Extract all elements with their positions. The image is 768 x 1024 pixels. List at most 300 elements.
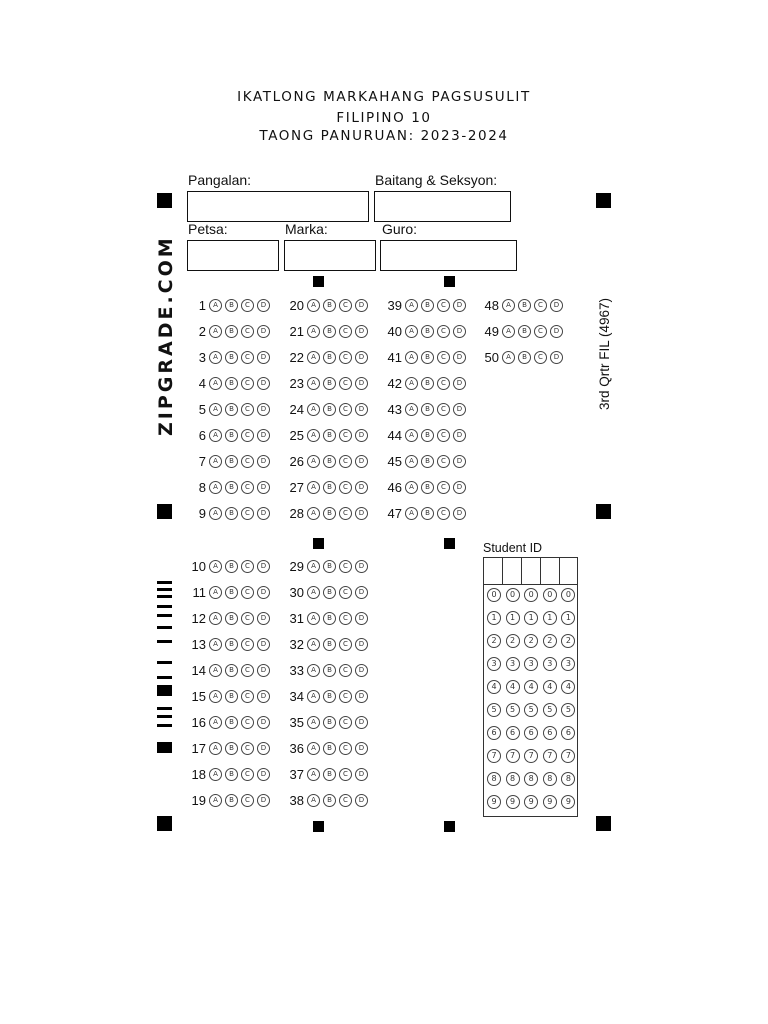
student-id-bubble[interactable]: 7 <box>524 749 538 763</box>
answer-bubble-c[interactable]: C <box>241 794 254 807</box>
registration-mark <box>596 504 611 519</box>
question-row <box>384 347 469 367</box>
grade-section-label: Baitang & Seksyon: <box>375 172 498 188</box>
answer-bubble-b[interactable]: B <box>323 690 336 703</box>
student-id-bubble[interactable]: 4 <box>506 680 520 694</box>
question-row <box>188 451 273 471</box>
answer-bubble-a[interactable]: A <box>307 716 320 729</box>
answer-bubble-c[interactable]: C <box>339 299 352 312</box>
student-id-bubble[interactable]: 0 <box>524 588 538 602</box>
date-field[interactable] <box>187 240 279 271</box>
answer-bubble-d[interactable]: D <box>550 325 563 338</box>
subject-title: FILIPINO 10 <box>336 110 432 126</box>
answer-bubble-c[interactable]: C <box>241 638 254 651</box>
answer-bubble-c[interactable]: C <box>241 507 254 520</box>
student-id-bubble[interactable]: 2 <box>561 634 575 648</box>
answer-bubble-a[interactable]: A <box>209 664 222 677</box>
student-id-bubble[interactable]: 3 <box>506 657 520 671</box>
student-id-bubble[interactable]: 0 <box>561 588 575 602</box>
answer-bubble-d[interactable]: D <box>257 794 270 807</box>
student-id-bubble[interactable]: 7 <box>487 749 501 763</box>
answer-bubble-c[interactable]: C <box>437 507 450 520</box>
answer-bubble-b[interactable]: B <box>421 403 434 416</box>
student-id-bubble[interactable]: 0 <box>506 588 520 602</box>
answer-bubble-d[interactable]: D <box>453 481 466 494</box>
answer-bubble-b[interactable]: B <box>518 351 531 364</box>
answer-bubble-b[interactable]: B <box>421 455 434 468</box>
question-number: 31 <box>289 610 304 626</box>
timing-bar <box>157 676 172 679</box>
question-number: 12 <box>191 610 206 626</box>
answer-bubble-a[interactable]: A <box>209 612 222 625</box>
answer-bubble-d[interactable]: D <box>453 325 466 338</box>
answer-bubble-a[interactable]: A <box>307 560 320 573</box>
answer-bubble-d[interactable]: D <box>257 586 270 599</box>
answer-bubble-d[interactable]: D <box>550 351 563 364</box>
question-number: 30 <box>289 584 304 600</box>
name-label: Pangalan: <box>188 172 252 188</box>
student-id-bubble[interactable]: 2 <box>543 634 557 648</box>
answer-bubble-c[interactable]: C <box>241 586 254 599</box>
answer-bubble-b[interactable]: B <box>421 377 434 390</box>
answer-bubble-a[interactable]: A <box>307 299 320 312</box>
student-id-bubble[interactable]: 6 <box>524 726 538 740</box>
registration-mark <box>313 538 324 549</box>
answer-bubble-b[interactable]: B <box>518 325 531 338</box>
answer-bubble-a[interactable]: A <box>502 325 515 338</box>
answer-bubble-d[interactable]: D <box>257 768 270 781</box>
answer-bubble-c[interactable]: C <box>241 664 254 677</box>
answer-bubble-c[interactable]: C <box>339 455 352 468</box>
answer-bubble-d[interactable]: D <box>453 299 466 312</box>
student-id-bubble[interactable]: 9 <box>487 795 501 809</box>
answer-bubble-d[interactable]: D <box>257 716 270 729</box>
answer-bubble-b[interactable]: B <box>225 664 238 677</box>
answer-bubble-b[interactable]: B <box>225 742 238 755</box>
answer-bubble-a[interactable]: A <box>209 586 222 599</box>
answer-bubble-d[interactable]: D <box>257 299 270 312</box>
answer-bubble-d[interactable]: D <box>453 429 466 442</box>
answer-bubble-d[interactable]: D <box>355 429 368 442</box>
answer-bubble-a[interactable]: A <box>405 351 418 364</box>
student-id-bubble[interactable]: 8 <box>524 772 538 786</box>
question-number: 36 <box>289 740 304 756</box>
registration-mark <box>157 193 172 208</box>
grade-section-field[interactable] <box>374 191 511 222</box>
answer-bubble-a[interactable]: A <box>405 325 418 338</box>
answer-bubble-c[interactable]: C <box>339 664 352 677</box>
answer-bubble-b[interactable]: B <box>225 325 238 338</box>
answer-bubble-c[interactable]: C <box>437 481 450 494</box>
answer-bubble-d[interactable]: D <box>355 377 368 390</box>
answer-bubble-b[interactable]: B <box>225 429 238 442</box>
student-id-bubble[interactable]: 9 <box>506 795 520 809</box>
answer-bubble-b[interactable]: B <box>225 794 238 807</box>
answer-bubble-d[interactable]: D <box>257 612 270 625</box>
answer-bubble-a[interactable]: A <box>307 638 320 651</box>
answer-bubble-b[interactable]: B <box>225 560 238 573</box>
answer-bubble-b[interactable]: B <box>421 507 434 520</box>
student-id-entry-cell[interactable] <box>522 558 541 584</box>
answer-bubble-b[interactable]: B <box>323 768 336 781</box>
answer-bubble-a[interactable]: A <box>209 325 222 338</box>
score-field[interactable] <box>284 240 376 271</box>
answer-bubble-b[interactable]: B <box>225 377 238 390</box>
student-id-bubble[interactable]: 4 <box>524 680 538 694</box>
answer-bubble-b[interactable]: B <box>225 481 238 494</box>
answer-bubble-d[interactable]: D <box>355 638 368 651</box>
answer-bubble-c[interactable]: C <box>339 481 352 494</box>
answer-bubble-b[interactable]: B <box>323 455 336 468</box>
answer-bubble-a[interactable]: A <box>405 507 418 520</box>
answer-bubble-a[interactable]: A <box>209 455 222 468</box>
answer-bubble-d[interactable]: D <box>355 560 368 573</box>
student-id-bubble[interactable]: 0 <box>543 588 557 602</box>
answer-bubble-c[interactable]: C <box>241 481 254 494</box>
answer-bubble-a[interactable]: A <box>307 586 320 599</box>
timing-bar <box>157 640 172 643</box>
answer-bubble-c[interactable]: C <box>437 403 450 416</box>
question-row <box>384 503 469 523</box>
answer-bubble-c[interactable]: C <box>437 455 450 468</box>
answer-bubble-c[interactable]: C <box>437 429 450 442</box>
student-id-bubble[interactable]: 8 <box>543 772 557 786</box>
answer-bubble-a[interactable]: A <box>307 429 320 442</box>
answer-bubble-d[interactable]: D <box>355 612 368 625</box>
answer-bubble-c[interactable]: C <box>241 560 254 573</box>
answer-bubble-c[interactable]: C <box>339 560 352 573</box>
question-number: 7 <box>198 453 206 469</box>
answer-bubble-c[interactable]: C <box>534 351 547 364</box>
question-number: 8 <box>198 479 206 495</box>
answer-bubble-b[interactable]: B <box>225 690 238 703</box>
student-id-bubble[interactable]: 1 <box>543 611 557 625</box>
answer-bubble-b[interactable]: B <box>225 586 238 599</box>
answer-bubble-b[interactable]: B <box>225 612 238 625</box>
student-id-bubble[interactable]: 1 <box>524 611 538 625</box>
student-id-bubble[interactable]: 3 <box>543 657 557 671</box>
answer-bubble-b[interactable]: B <box>323 794 336 807</box>
answer-bubble-d[interactable]: D <box>257 481 270 494</box>
student-id-bubble[interactable]: 6 <box>561 726 575 740</box>
answer-bubble-d[interactable]: D <box>257 325 270 338</box>
student-id-bubble[interactable]: 3 <box>487 657 501 671</box>
answer-bubble-a[interactable]: A <box>405 403 418 416</box>
student-id-entry-cell[interactable] <box>541 558 560 584</box>
answer-bubble-c[interactable]: C <box>339 325 352 338</box>
answer-bubble-d[interactable]: D <box>257 507 270 520</box>
answer-bubble-d[interactable]: D <box>355 507 368 520</box>
answer-bubble-a[interactable]: A <box>405 429 418 442</box>
question-row <box>188 295 273 315</box>
answer-bubble-c[interactable]: C <box>437 299 450 312</box>
answer-bubble-b[interactable]: B <box>323 403 336 416</box>
question-row <box>286 582 371 602</box>
answer-bubble-c[interactable]: C <box>241 351 254 364</box>
student-id-bubble[interactable]: 4 <box>543 680 557 694</box>
answer-bubble-c[interactable]: C <box>437 351 450 364</box>
answer-bubble-b[interactable]: B <box>225 351 238 364</box>
answer-bubble-d[interactable]: D <box>257 690 270 703</box>
answer-bubble-c[interactable]: C <box>339 690 352 703</box>
answer-bubble-c[interactable]: C <box>339 716 352 729</box>
student-id-bubble[interactable]: 9 <box>561 795 575 809</box>
question-number: 1 <box>198 297 206 313</box>
answer-bubble-c[interactable]: C <box>241 690 254 703</box>
question-row <box>286 477 371 497</box>
answer-bubble-b[interactable]: B <box>421 299 434 312</box>
answer-bubble-d[interactable]: D <box>257 403 270 416</box>
question-row <box>188 399 273 419</box>
answer-bubble-b[interactable]: B <box>421 429 434 442</box>
answer-bubble-d[interactable]: D <box>550 299 563 312</box>
answer-bubble-a[interactable]: A <box>209 429 222 442</box>
answer-bubble-c[interactable]: C <box>339 638 352 651</box>
student-id-bubble[interactable]: 8 <box>487 772 501 786</box>
answer-bubble-c[interactable]: C <box>339 742 352 755</box>
answer-bubble-c[interactable]: C <box>339 612 352 625</box>
student-id-bubble[interactable]: 5 <box>543 703 557 717</box>
student-id-bubble[interactable]: 9 <box>543 795 557 809</box>
student-id-bubble[interactable]: 3 <box>524 657 538 671</box>
answer-bubble-a[interactable]: A <box>307 742 320 755</box>
student-id-bubble[interactable]: 3 <box>561 657 575 671</box>
answer-bubble-d[interactable]: D <box>355 351 368 364</box>
answer-bubble-b[interactable]: B <box>323 351 336 364</box>
registration-mark <box>596 816 611 831</box>
student-id-bubble[interactable]: 4 <box>561 680 575 694</box>
answer-bubble-d[interactable]: D <box>355 325 368 338</box>
student-id-bubble[interactable]: 2 <box>506 634 520 648</box>
question-row <box>286 634 371 654</box>
student-id-bubble[interactable]: 2 <box>524 634 538 648</box>
answer-bubble-b[interactable]: B <box>518 299 531 312</box>
answer-bubble-d[interactable]: D <box>355 299 368 312</box>
registration-mark <box>313 276 324 287</box>
answer-bubble-b[interactable]: B <box>225 507 238 520</box>
answer-bubble-a[interactable]: A <box>209 638 222 651</box>
answer-bubble-a[interactable]: A <box>209 403 222 416</box>
answer-bubble-b[interactable]: B <box>323 481 336 494</box>
student-id-bubble[interactable]: 8 <box>506 772 520 786</box>
student-id-bubble[interactable]: 2 <box>487 634 501 648</box>
answer-bubble-c[interactable]: C <box>241 299 254 312</box>
answer-bubble-a[interactable]: A <box>307 325 320 338</box>
answer-bubble-d[interactable]: D <box>257 429 270 442</box>
answer-bubble-a[interactable]: A <box>307 768 320 781</box>
answer-bubble-a[interactable]: A <box>307 481 320 494</box>
answer-bubble-c[interactable]: C <box>241 742 254 755</box>
answer-bubble-a[interactable]: A <box>209 481 222 494</box>
answer-bubble-c[interactable]: C <box>241 429 254 442</box>
answer-bubble-d[interactable]: D <box>257 377 270 390</box>
question-number: 33 <box>289 662 304 678</box>
registration-mark <box>596 193 611 208</box>
student-id-bubble[interactable]: 9 <box>524 795 538 809</box>
answer-bubble-b[interactable]: B <box>323 716 336 729</box>
answer-bubble-c[interactable]: C <box>339 794 352 807</box>
answer-bubble-c[interactable]: C <box>437 325 450 338</box>
student-id-bubble[interactable]: 1 <box>506 611 520 625</box>
student-id-bubble[interactable]: 5 <box>524 703 538 717</box>
answer-bubble-d[interactable]: D <box>355 742 368 755</box>
answer-bubble-b[interactable]: B <box>225 638 238 651</box>
answer-bubble-b[interactable]: B <box>323 742 336 755</box>
answer-bubble-c[interactable]: C <box>339 403 352 416</box>
answer-bubble-b[interactable]: B <box>323 325 336 338</box>
question-number: 43 <box>387 401 402 417</box>
student-id-entry-cell[interactable] <box>484 558 503 584</box>
question-number: 49 <box>484 323 499 339</box>
answer-bubble-b[interactable]: B <box>225 299 238 312</box>
answer-bubble-b[interactable]: B <box>323 299 336 312</box>
answer-bubble-d[interactable]: D <box>355 794 368 807</box>
answer-bubble-c[interactable]: C <box>241 455 254 468</box>
answer-bubble-a[interactable]: A <box>209 351 222 364</box>
student-id-bubble[interactable]: 6 <box>487 726 501 740</box>
answer-bubble-d[interactable]: D <box>355 690 368 703</box>
answer-bubble-d[interactable]: D <box>453 351 466 364</box>
student-id-bubble[interactable]: 4 <box>487 680 501 694</box>
answer-bubble-a[interactable]: A <box>209 742 222 755</box>
answer-bubble-a[interactable]: A <box>307 403 320 416</box>
answer-bubble-a[interactable]: A <box>307 377 320 390</box>
answer-bubble-d[interactable]: D <box>355 481 368 494</box>
answer-bubble-a[interactable]: A <box>307 612 320 625</box>
answer-bubble-a[interactable]: A <box>307 351 320 364</box>
student-id-bubble[interactable]: 1 <box>561 611 575 625</box>
answer-bubble-a[interactable]: A <box>307 507 320 520</box>
answer-bubble-a[interactable]: A <box>209 377 222 390</box>
answer-bubble-b[interactable]: B <box>421 325 434 338</box>
answer-bubble-a[interactable]: A <box>209 507 222 520</box>
answer-bubble-c[interactable]: C <box>339 507 352 520</box>
answer-bubble-c[interactable]: C <box>534 325 547 338</box>
answer-bubble-d[interactable]: D <box>355 716 368 729</box>
student-id-bubble[interactable]: 6 <box>543 726 557 740</box>
answer-bubble-c[interactable]: C <box>241 768 254 781</box>
answer-bubble-b[interactable]: B <box>323 664 336 677</box>
exam-title: IKATLONG MARKAHANG PAGSUSULIT <box>237 89 531 105</box>
answer-bubble-d[interactable]: D <box>453 377 466 390</box>
answer-bubble-b[interactable]: B <box>323 429 336 442</box>
answer-bubble-d[interactable]: D <box>257 742 270 755</box>
answer-bubble-c[interactable]: C <box>339 768 352 781</box>
student-id-bubble[interactable]: 5 <box>506 703 520 717</box>
answer-bubble-b[interactable]: B <box>421 481 434 494</box>
question-row <box>188 738 273 758</box>
teacher-field[interactable] <box>380 240 517 271</box>
answer-bubble-c[interactable]: C <box>241 377 254 390</box>
answer-bubble-c[interactable]: C <box>241 612 254 625</box>
answer-bubble-c[interactable]: C <box>339 351 352 364</box>
answer-bubble-a[interactable]: A <box>405 455 418 468</box>
question-row <box>286 321 371 341</box>
answer-bubble-a[interactable]: A <box>209 690 222 703</box>
question-number: 42 <box>387 375 402 391</box>
answer-bubble-d[interactable]: D <box>453 507 466 520</box>
name-field[interactable] <box>187 191 369 222</box>
answer-bubble-c[interactable]: C <box>534 299 547 312</box>
question-number: 22 <box>289 349 304 365</box>
answer-bubble-d[interactable]: D <box>355 403 368 416</box>
answer-bubble-c[interactable]: C <box>241 403 254 416</box>
answer-bubble-b[interactable]: B <box>323 377 336 390</box>
answer-bubble-a[interactable]: A <box>502 299 515 312</box>
answer-bubble-b[interactable]: B <box>225 403 238 416</box>
answer-bubble-c[interactable]: C <box>241 716 254 729</box>
answer-bubble-d[interactable]: D <box>355 768 368 781</box>
student-id-bubble[interactable]: 8 <box>561 772 575 786</box>
student-id-bubble[interactable]: 1 <box>487 611 501 625</box>
answer-bubble-d[interactable]: D <box>355 455 368 468</box>
answer-bubble-b[interactable]: B <box>225 768 238 781</box>
answer-bubble-c[interactable]: C <box>339 429 352 442</box>
answer-bubble-d[interactable]: D <box>257 560 270 573</box>
question-row <box>481 347 566 367</box>
answer-bubble-a[interactable]: A <box>307 455 320 468</box>
answer-bubble-a[interactable]: A <box>307 664 320 677</box>
answer-bubble-c[interactable]: C <box>339 377 352 390</box>
question-row <box>188 477 273 497</box>
answer-bubble-d[interactable]: D <box>257 455 270 468</box>
answer-bubble-a[interactable]: A <box>405 481 418 494</box>
zipgrade-logo: ZIPGRADE.COM <box>155 235 177 436</box>
answer-bubble-b[interactable]: B <box>323 638 336 651</box>
question-row <box>286 373 371 393</box>
answer-bubble-b[interactable]: B <box>323 560 336 573</box>
answer-bubble-a[interactable]: A <box>209 768 222 781</box>
answer-bubble-d[interactable]: D <box>453 403 466 416</box>
answer-bubble-a[interactable]: A <box>405 377 418 390</box>
student-id-bubble[interactable]: 6 <box>506 726 520 740</box>
answer-bubble-c[interactable]: C <box>437 377 450 390</box>
answer-bubble-c[interactable]: C <box>241 325 254 338</box>
answer-bubble-a[interactable]: A <box>209 716 222 729</box>
answer-bubble-b[interactable]: B <box>421 351 434 364</box>
answer-bubble-d[interactable]: D <box>453 455 466 468</box>
answer-bubble-b[interactable]: B <box>323 507 336 520</box>
answer-bubble-a[interactable]: A <box>209 794 222 807</box>
student-id-bubble[interactable]: 7 <box>506 749 520 763</box>
answer-bubble-a[interactable]: A <box>209 299 222 312</box>
student-id-bubble[interactable]: 0 <box>487 588 501 602</box>
answer-bubble-a[interactable]: A <box>405 299 418 312</box>
answer-bubble-d[interactable]: D <box>355 586 368 599</box>
student-id-entry-cell[interactable] <box>503 558 522 584</box>
student-id-grid <box>483 557 578 817</box>
answer-bubble-a[interactable]: A <box>502 351 515 364</box>
answer-bubble-b[interactable]: B <box>225 716 238 729</box>
answer-bubble-d[interactable]: D <box>257 664 270 677</box>
student-id-bubble[interactable]: 5 <box>487 703 501 717</box>
student-id-bubble[interactable]: 5 <box>561 703 575 717</box>
answer-bubble-b[interactable]: B <box>225 455 238 468</box>
answer-bubble-d[interactable]: D <box>257 638 270 651</box>
student-id-bubble[interactable]: 7 <box>561 749 575 763</box>
answer-bubble-c[interactable]: C <box>339 586 352 599</box>
student-id-bubble[interactable]: 7 <box>543 749 557 763</box>
question-number: 32 <box>289 636 304 652</box>
answer-bubble-d[interactable]: D <box>355 664 368 677</box>
answer-bubble-a[interactable]: A <box>307 794 320 807</box>
answer-bubble-a[interactable]: A <box>307 690 320 703</box>
question-row <box>188 425 273 445</box>
answer-bubble-d[interactable]: D <box>257 351 270 364</box>
answer-bubble-a[interactable]: A <box>209 560 222 573</box>
answer-bubble-b[interactable]: B <box>323 612 336 625</box>
answer-bubble-b[interactable]: B <box>323 586 336 599</box>
